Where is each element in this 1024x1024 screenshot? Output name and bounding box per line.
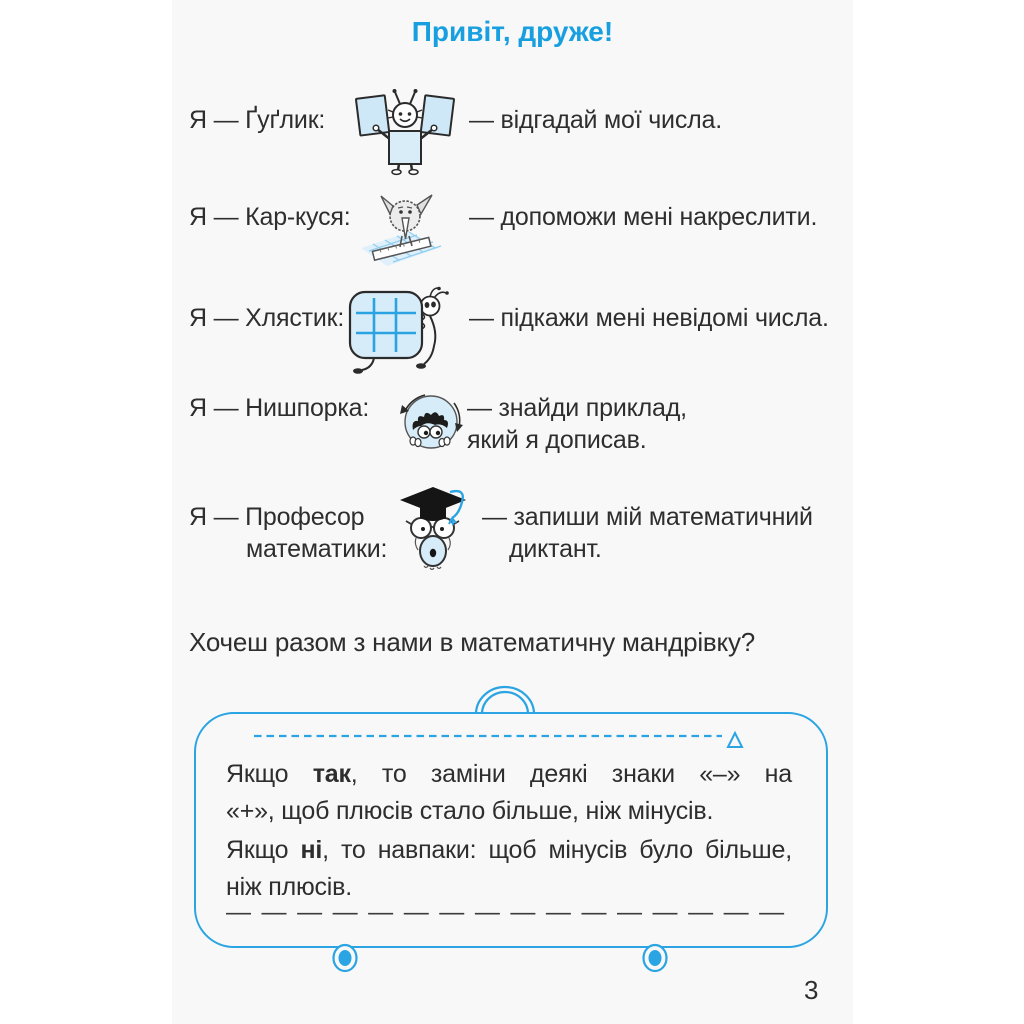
page-area: [172, 0, 853, 1024]
character-intro-karkusia: Я — Кар-куся:: [189, 203, 351, 231]
task-suitcase-box: [194, 712, 828, 948]
question-line: Хочеш разом з нами в математичну мандрівку?: [189, 627, 756, 657]
answer-dash-line[interactable]: — — — — — — — — — — — — — — — —: [226, 898, 784, 926]
page-number: 3: [804, 975, 819, 1005]
peeking-kid-icon: [391, 390, 467, 458]
character-desc-nyshporka: — знайди приклад, який я дописав.: [467, 394, 687, 454]
character-desc-khliastyk: — підкажи мені невідомі числа.: [469, 304, 829, 332]
robot-flags-icon: [355, 88, 455, 176]
character-intro-khliastyk: Я — Хлястик:: [189, 304, 345, 332]
suitcase-wheel-left-icon: [329, 940, 361, 976]
character-intro-guglik: Я — Ґуґлик:: [189, 106, 326, 134]
suitcase-handle-icon: [469, 680, 541, 714]
zipper-dashed-line-icon: [252, 728, 748, 752]
suitcase-wheel-right-icon: [639, 940, 671, 976]
task-paragraph-yes: Якщо так, то заміни деякі знаки «–» на «+», щоб плюсів стало більше, ніж мінусів.: [226, 760, 792, 825]
crow-drawing-icon: [359, 192, 451, 268]
task-paragraph-no: Якщо ні, то навпаки: щоб мінусів було більше, ніж плюсів.: [226, 836, 792, 901]
grid-card-icon: [344, 286, 456, 376]
character-intro-nyshporka: Я — Нишпорка:: [189, 394, 370, 422]
page-title: Привіт, друже!: [411, 16, 614, 47]
character-desc-karkusia: — допоможи мені накреслити.: [469, 203, 818, 231]
character-desc-professor: — запиши мій математичний диктант.: [482, 503, 813, 563]
character-desc-guglik: — відгадай мої числа.: [469, 106, 722, 134]
professor-icon: [394, 478, 472, 570]
character-intro-professor: Я — Професор математики:: [189, 503, 388, 563]
